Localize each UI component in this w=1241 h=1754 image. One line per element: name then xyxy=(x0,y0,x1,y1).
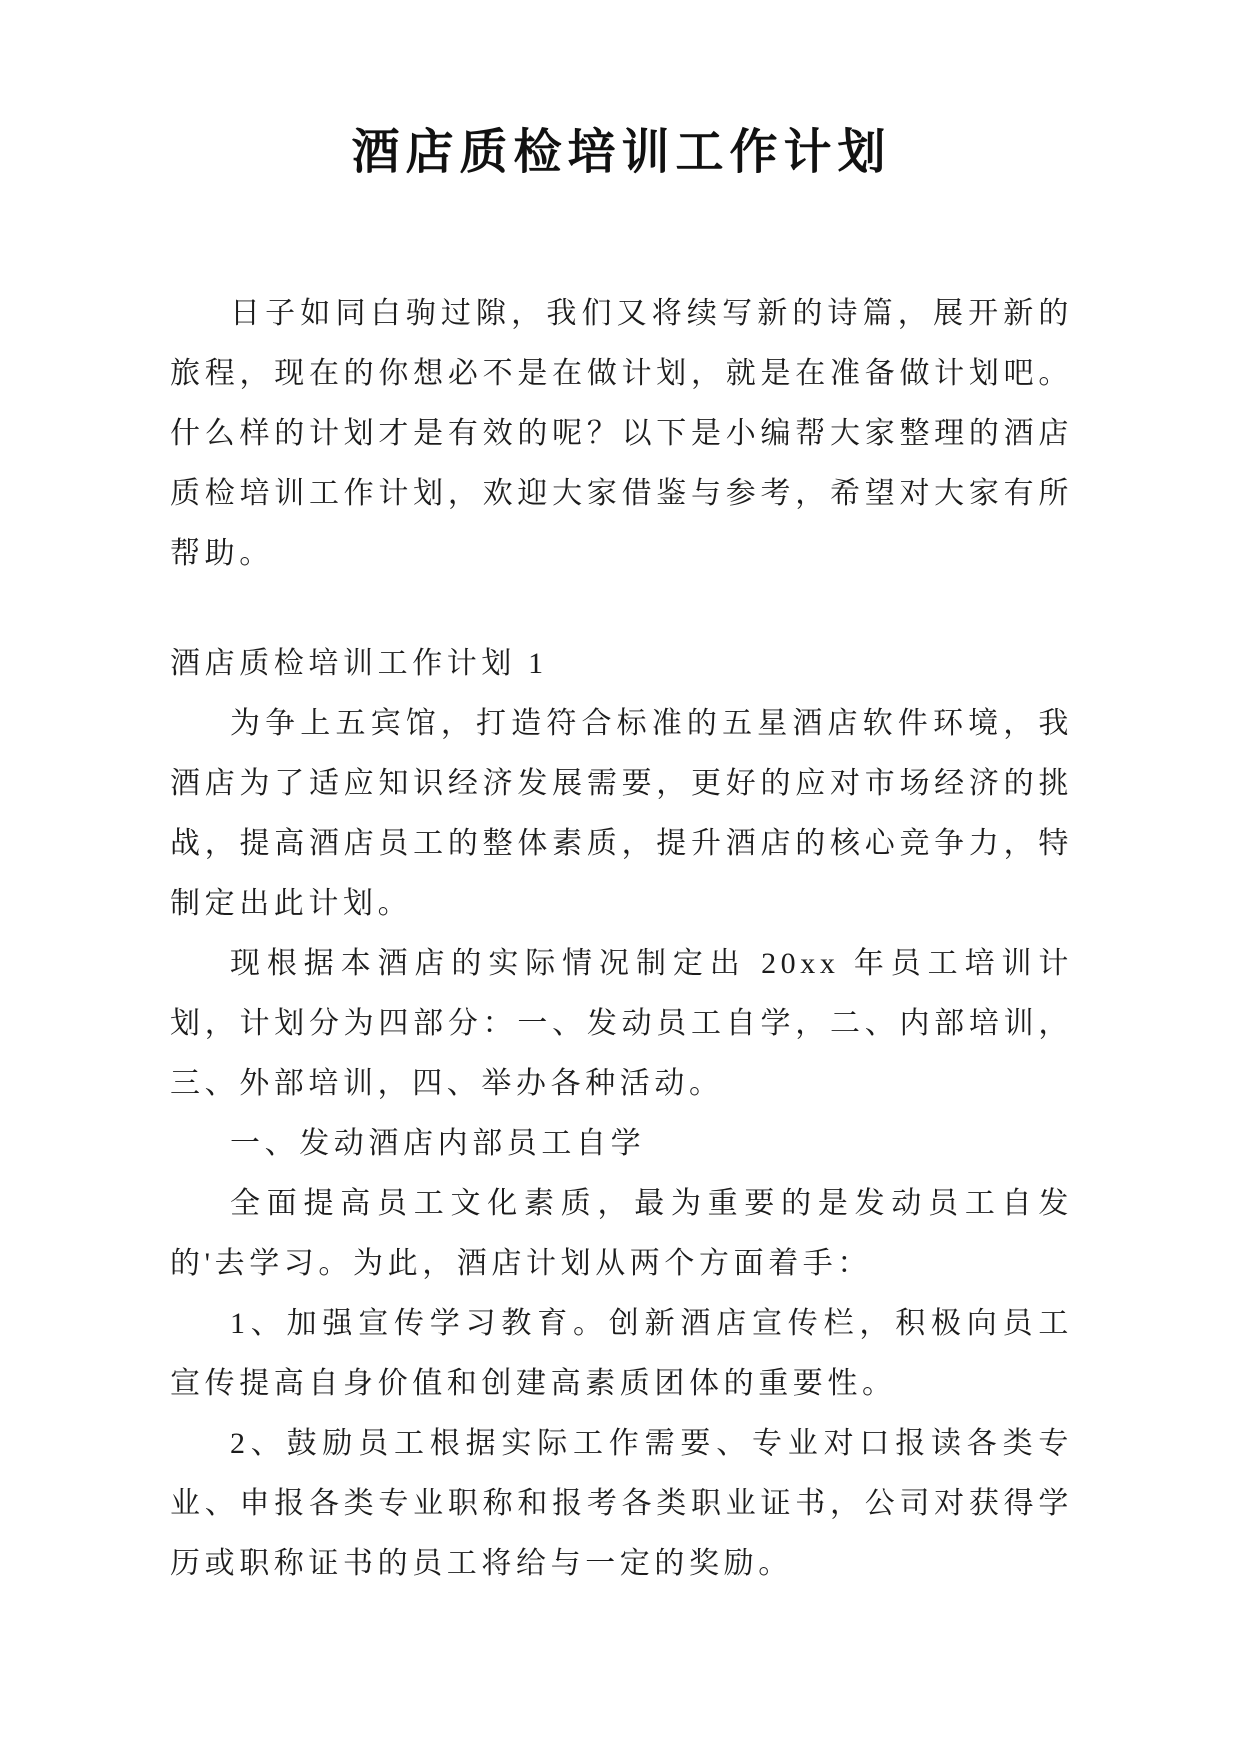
list-item-1: 1、加强宣传学习教育。创新酒店宣传栏，积极向员工宣传提高自身价值和创建高素质团体的重要性。 xyxy=(170,1307,1073,1400)
paragraph-plan-purpose: 为争上五宾馆，打造符合标准的五星酒店软件环境，我酒店为了适应知识经济发展需要，更好的应对市场经济的挑战，提高酒店员工的整体素质，提升酒店的核心竞争力，特制定出此计划。 xyxy=(170,707,1073,920)
paragraph-self-study-intro: 全面提高员工文化素质，最为重要的是发动员工自发的'去学习。为此，酒店计划从两个方面着手： xyxy=(170,1187,1073,1280)
section-heading-self-study: 一、发动酒店内部员工自学 xyxy=(230,1127,646,1160)
document-title: 酒店质检培训工作计划 xyxy=(351,126,892,179)
intro-paragraph: 日子如同白驹过隙，我们又将续写新的诗篇，展开新的旅程，现在的你想必不是在做计划，就是在准备做计划吧。什么样的计划才是有效的呢？以下是小编帮大家整理的酒店质检培训工作计划，欢迎大家借鉴与参考，希望对大家有所帮助。 xyxy=(170,297,1073,570)
plan-subtitle: 酒店质检培训工作计划 1 xyxy=(170,647,548,680)
list-item-2: 2、鼓励员工根据实际工作需要、专业对口报读各类专业、申报各类专业职称和报考各类职业证书，公司对获得学历或职称证书的员工将给与一定的奖励。 xyxy=(170,1427,1073,1580)
paragraph-plan-parts: 现根据本酒店的实际情况制定出 20xx 年员工培训计划，计划分为四部分：一、发动员工自学，二、内部培训，三、外部培训，四、举办各种活动。 xyxy=(170,947,1073,1100)
